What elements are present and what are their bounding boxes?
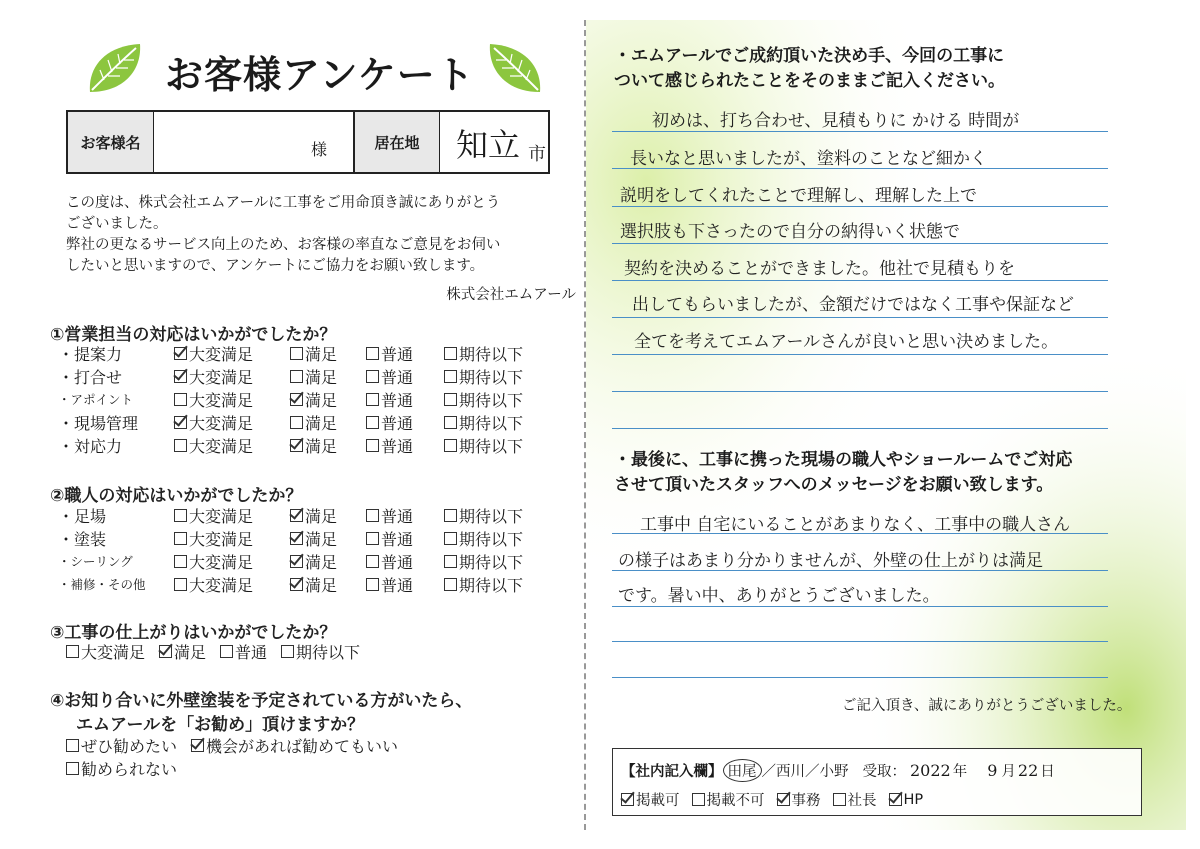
q1-option[interactable] <box>444 388 554 411</box>
row-label: ・アポイント <box>58 392 134 407</box>
option-label: 勧められない <box>81 760 178 779</box>
checkbox[interactable] <box>174 532 187 545</box>
intro-line: 弊社の更なるサービス向上のため、お客様の率直なご意見をお伺い <box>66 237 501 253</box>
q1-option[interactable] <box>174 411 290 434</box>
rule-line <box>612 131 1108 132</box>
row-label: ・足場 <box>58 506 107 526</box>
checkbox[interactable] <box>174 509 187 522</box>
q1-row <box>58 388 554 410</box>
checkbox[interactable] <box>174 578 187 591</box>
option-label: 期待以下 <box>459 529 524 549</box>
q3-options <box>66 640 374 663</box>
internal-row-1 <box>621 759 1055 782</box>
leaf-icon <box>84 40 146 98</box>
q1-title: ①営業担当の対応はいかがでしたか？ <box>50 325 337 345</box>
q2-option[interactable] <box>290 573 366 596</box>
option-label: 普通 <box>381 413 414 433</box>
option-label: 大変満足 <box>189 413 254 433</box>
checkbox[interactable] <box>290 370 303 383</box>
checkbox[interactable] <box>290 555 303 568</box>
option-label: 大変満足 <box>189 529 254 549</box>
q1-option[interactable] <box>444 411 554 434</box>
checkbox[interactable] <box>66 762 79 775</box>
checkbox[interactable] <box>366 509 379 522</box>
q2-option[interactable] <box>174 527 290 550</box>
rule-line <box>612 280 1108 281</box>
option-label: 大変満足 <box>189 575 254 595</box>
q1-option[interactable] <box>444 434 554 457</box>
option-label: 期待以下 <box>459 390 524 410</box>
honorific: 様 <box>310 140 327 159</box>
q4-title-1: ④お知り合いに外壁塗装を予定されている方がいたら、 <box>50 691 473 711</box>
q2-option[interactable] <box>444 573 554 596</box>
location-field[interactable] <box>440 112 548 172</box>
checkbox[interactable] <box>366 578 379 591</box>
internal-label: 【社内記入欄】 <box>621 764 723 780</box>
checkbox[interactable] <box>366 347 379 360</box>
rule-line <box>612 641 1108 642</box>
option-label: 満足 <box>305 506 338 526</box>
q3-title: ③工事の仕上がりはいかがでしたか？ <box>50 623 337 643</box>
checkbox[interactable] <box>66 645 79 658</box>
q3-option[interactable] <box>281 640 360 663</box>
checkbox[interactable] <box>444 509 457 522</box>
q6-title-line: させて頂いたスタッフへのメッセージをお願い致します。 <box>614 475 1054 495</box>
customer-info-table <box>66 110 550 174</box>
option-label: 満足 <box>305 575 338 595</box>
row-label: ・シーリング <box>58 554 133 569</box>
q1-option[interactable] <box>290 342 366 365</box>
checkbox[interactable] <box>366 555 379 568</box>
check-label: HP <box>903 791 924 808</box>
check-label: 社長 <box>847 793 877 809</box>
option-label: 大変満足 <box>189 390 254 410</box>
option-label: 満足 <box>305 552 338 572</box>
thank-you-note: ご記入頂き、誠にありがとうございました。 <box>842 698 1132 714</box>
q6-answer-line: の様子はあまり分かりませんが、外壁の仕上がりは満足 <box>618 551 1043 571</box>
intro-text <box>66 193 576 277</box>
option-label: 大変満足 <box>189 552 254 572</box>
row-label: ・対応力 <box>58 436 123 456</box>
rule-line <box>612 354 1108 355</box>
q5-answer-line: 説明をしてくれたことで理解し、理解した上で <box>620 186 977 206</box>
q1-option[interactable] <box>366 342 444 365</box>
option-label: 機会があれば勧めてもいい <box>206 737 399 756</box>
checkbox[interactable] <box>366 416 379 429</box>
q1-row <box>58 365 554 387</box>
checkbox[interactable] <box>777 793 790 806</box>
rule-line <box>612 606 1108 607</box>
option-label: 期待以下 <box>459 506 524 526</box>
checkbox[interactable] <box>444 532 457 545</box>
row-label: ・打合せ <box>58 367 123 387</box>
day-suffix: 日 <box>1040 764 1055 780</box>
option-label: 期待以下 <box>296 643 361 662</box>
q1-option[interactable] <box>174 434 290 457</box>
q1-option[interactable] <box>290 365 366 388</box>
checkbox[interactable] <box>174 416 187 429</box>
checkbox[interactable] <box>692 793 705 806</box>
q2-row <box>58 527 554 549</box>
checkbox[interactable] <box>66 739 79 752</box>
checkbox[interactable] <box>444 370 457 383</box>
q2-option[interactable] <box>174 550 290 573</box>
internal-check[interactable] <box>621 789 680 810</box>
internal-check[interactable] <box>889 792 924 808</box>
month-suffix: 月 <box>1001 764 1016 780</box>
received-year: 2022 <box>910 761 951 780</box>
option-label: 大変満足 <box>189 344 254 364</box>
row-label: ・提案力 <box>58 344 123 364</box>
option-label: 満足 <box>305 529 338 549</box>
q2-option[interactable] <box>290 550 366 573</box>
q5-answer-line: 初めは、打ち合わせ、見積もりに かける 時間が <box>652 111 1020 131</box>
option-label: 普通 <box>235 643 268 662</box>
option-label: 満足 <box>305 344 338 364</box>
internal-check[interactable] <box>833 789 877 810</box>
option-label: 満足 <box>305 390 338 410</box>
checkbox[interactable] <box>366 439 379 452</box>
option-label: 普通 <box>381 575 414 595</box>
q1-option[interactable] <box>366 434 444 457</box>
location-label: 居在地 <box>354 112 440 172</box>
option-label: ぜひ勧めたい <box>81 737 178 756</box>
checkbox[interactable] <box>191 739 204 752</box>
q2-row <box>58 550 554 572</box>
year-suffix: 年 <box>952 764 968 780</box>
customer-name-label: お客様名 <box>68 112 154 172</box>
q1-row <box>58 342 554 364</box>
option-label: 大変満足 <box>189 367 254 387</box>
checkbox[interactable] <box>444 416 457 429</box>
q1-option[interactable] <box>174 388 290 411</box>
q2-row <box>58 504 554 526</box>
q1-option[interactable] <box>444 342 554 365</box>
option-label: 期待以下 <box>459 575 524 595</box>
checkbox[interactable] <box>366 532 379 545</box>
option-label: 満足 <box>305 436 338 456</box>
staff-circled: 田尾 <box>723 759 762 782</box>
option-label: 普通 <box>381 436 414 456</box>
checkbox[interactable] <box>281 645 294 658</box>
checkbox[interactable] <box>444 347 457 360</box>
checkbox[interactable] <box>174 393 187 406</box>
internal-check[interactable] <box>692 789 765 810</box>
checkbox[interactable] <box>290 416 303 429</box>
rule-line <box>612 317 1108 318</box>
checkbox[interactable] <box>833 793 846 806</box>
q1-option[interactable] <box>290 434 366 457</box>
option-label: 大変満足 <box>189 436 254 456</box>
q6-answer-line: 工事中 自宅にいることがあまりなく、工事中の職人さん <box>640 515 1071 535</box>
rule-line <box>612 206 1108 207</box>
checkbox[interactable] <box>444 555 457 568</box>
checkbox[interactable] <box>290 509 303 522</box>
q5-answer-line: 出してもらいましたが、金額だけではなく工事や保証など <box>632 295 1074 315</box>
internal-use-box <box>612 748 1142 816</box>
q2-option[interactable] <box>290 504 366 527</box>
option-label: 期待以下 <box>459 344 524 364</box>
option-label: 普通 <box>381 529 414 549</box>
q1-option[interactable] <box>366 411 444 434</box>
checkbox[interactable] <box>174 370 187 383</box>
option-label: 満足 <box>174 643 207 662</box>
check-label: 掲載不可 <box>706 793 765 809</box>
row-label: ・現場管理 <box>58 413 139 433</box>
city-suffix: 市 <box>528 144 546 165</box>
q2-option[interactable] <box>444 527 554 550</box>
q4-title-2: エムアールを「お勧め」頂けますか？ <box>76 715 365 735</box>
q1-option[interactable] <box>290 411 366 434</box>
option-label: 大変満足 <box>81 643 146 662</box>
q6-title <box>614 448 1154 498</box>
checkbox[interactable] <box>444 393 457 406</box>
q5-answer-line: 長いなと思いましたが、塗料のことなど細かく <box>630 149 987 169</box>
rule-line <box>612 391 1108 392</box>
intro-line: この度は、株式会社エムアールに工事をご用命頂き誠にありがとう <box>66 195 501 211</box>
internal-row-2 <box>621 789 935 810</box>
received-month: 9 <box>987 761 998 780</box>
rule-line <box>612 428 1108 429</box>
q4-option[interactable] <box>66 734 177 757</box>
checkbox[interactable] <box>621 793 634 806</box>
checkbox[interactable] <box>159 645 172 658</box>
option-label: 期待以下 <box>459 552 524 572</box>
option-label: 満足 <box>305 413 338 433</box>
q4-option[interactable] <box>66 757 177 780</box>
received-label: 受取： <box>862 764 906 780</box>
q2-title: ②職人の対応はいかがでしたか？ <box>50 486 303 506</box>
customer-name-field[interactable] <box>154 112 354 172</box>
q3-option[interactable] <box>159 640 206 663</box>
checkbox[interactable] <box>889 793 902 806</box>
checkbox[interactable] <box>444 439 457 452</box>
q1-option[interactable] <box>444 365 554 388</box>
q5-answer-line: 選択肢も下さったので自分の納得いく状態で <box>620 222 960 242</box>
rule-line <box>612 677 1108 678</box>
option-label: 期待以下 <box>459 413 524 433</box>
option-label: 普通 <box>381 344 414 364</box>
q2-option[interactable] <box>366 573 444 596</box>
q2-option[interactable] <box>366 527 444 550</box>
row-label: ・補修・その他 <box>58 577 146 592</box>
q2-option[interactable] <box>174 504 290 527</box>
checkbox[interactable] <box>290 393 303 406</box>
received-day: 22 <box>1017 761 1039 780</box>
q5-title-line: ・エムアールでご成約頂いた決め手、今回の工事に <box>614 46 1005 66</box>
option-label: 期待以下 <box>459 367 524 387</box>
option-label: 満足 <box>305 367 338 387</box>
q2-option[interactable] <box>290 527 366 550</box>
q1-option[interactable] <box>174 365 290 388</box>
q2-option[interactable] <box>174 573 290 596</box>
q6-answer-line: です。暑い中、ありがとうございました。 <box>618 586 940 606</box>
q5-title <box>614 44 1154 94</box>
option-label: 普通 <box>381 506 414 526</box>
checkbox[interactable] <box>290 532 303 545</box>
option-label: 大変満足 <box>189 506 254 526</box>
page-title: お客様アンケート <box>165 53 475 97</box>
checkbox[interactable] <box>290 578 303 591</box>
intro-line: したいと思いますので、アンケートにご協力をお願い致します。 <box>66 258 485 274</box>
checkbox[interactable] <box>444 578 457 591</box>
staff-others: ／西川／小野 <box>761 764 849 780</box>
option-label: 普通 <box>381 367 414 387</box>
q3-option[interactable] <box>220 640 267 663</box>
q4-options-row1 <box>66 734 412 757</box>
company-name: 株式会社エムアール <box>446 287 576 303</box>
row-label: ・塗装 <box>58 529 107 549</box>
checkbox[interactable] <box>174 347 187 360</box>
q5-answer-line: 契約を決めることができました。他社で見積もりを <box>624 259 1015 279</box>
checkbox[interactable] <box>174 439 187 452</box>
q2-option[interactable] <box>444 550 554 573</box>
intro-line: ございました。 <box>66 216 168 232</box>
leaf-icon <box>484 40 546 98</box>
internal-check[interactable] <box>777 789 821 810</box>
checkbox[interactable] <box>174 555 187 568</box>
checkbox[interactable] <box>366 370 379 383</box>
q6-title-line: ・最後に、工事に携った現場の職人やショールームでご対応 <box>614 450 1073 470</box>
q4-option[interactable] <box>191 734 398 757</box>
q2-option[interactable] <box>444 504 554 527</box>
q3-option[interactable] <box>66 640 145 663</box>
check-label: 事務 <box>791 793 821 809</box>
q1-option[interactable] <box>366 365 444 388</box>
q5-title-line: ついて感じられたことをそのままご記入ください。 <box>614 71 1005 91</box>
rule-line <box>612 243 1108 244</box>
q4-options-row2 <box>66 757 191 780</box>
q2-option[interactable] <box>366 504 444 527</box>
q2-row <box>58 573 554 595</box>
checkbox[interactable] <box>290 439 303 452</box>
checkbox[interactable] <box>220 645 233 658</box>
option-label: 普通 <box>381 552 414 572</box>
q1-option[interactable] <box>290 388 366 411</box>
option-label: 普通 <box>381 390 414 410</box>
q1-row <box>58 411 554 433</box>
q1-option[interactable] <box>366 388 444 411</box>
q2-option[interactable] <box>366 550 444 573</box>
option-label: 期待以下 <box>459 436 524 456</box>
q1-row <box>58 434 554 456</box>
checkbox[interactable] <box>366 393 379 406</box>
check-label: 掲載可 <box>636 793 680 809</box>
location-value: 知立 <box>456 126 521 164</box>
checkbox[interactable] <box>290 347 303 360</box>
q1-option[interactable] <box>174 342 290 365</box>
q5-answer-line: 全てを考えてエムアールさんが良いと思い決めました。 <box>634 332 1059 352</box>
